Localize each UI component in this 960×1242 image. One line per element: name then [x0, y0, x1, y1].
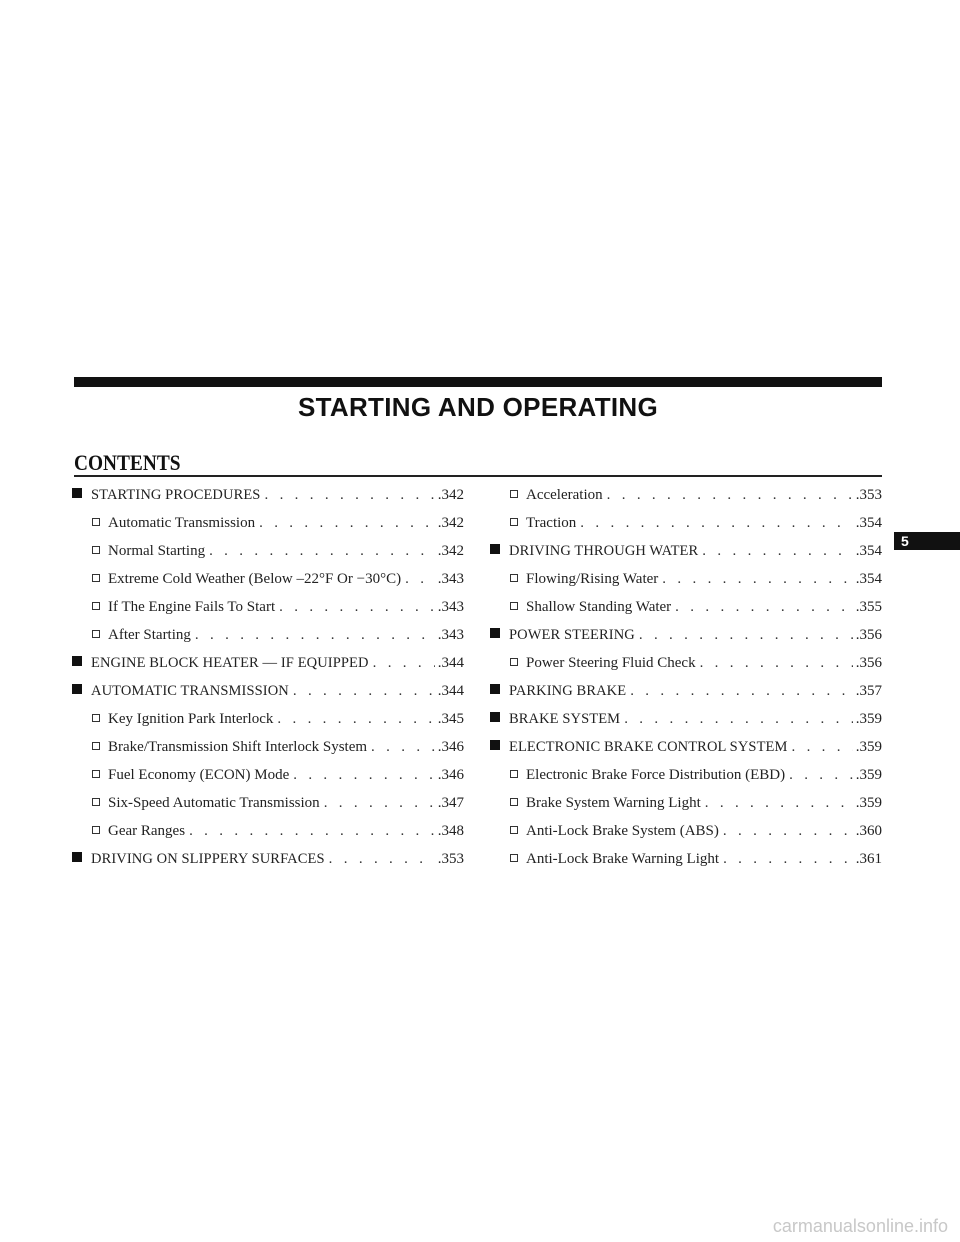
dot-leader [580, 509, 852, 537]
toc-entry-label: BRAKE SYSTEM [509, 711, 621, 727]
hollow-square-bullet-icon [92, 630, 100, 638]
hollow-square-bullet-icon [510, 826, 518, 834]
chapter-number-tab: 5 [894, 532, 960, 550]
dot-leader [607, 481, 853, 509]
dot-leader [293, 761, 435, 789]
hollow-square-bullet-icon [510, 658, 518, 666]
toc-entry-page: .359 [855, 795, 882, 811]
dot-leader [329, 845, 435, 873]
toc-entry-label: Power Steering Fluid Check [526, 655, 696, 671]
toc-entry-page: .347 [437, 795, 464, 811]
toc-entry[interactable] [490, 761, 882, 789]
toc-entry-page: .356 [855, 655, 882, 671]
toc-entry-label: Brake/Transmission Shift Interlock System [108, 739, 368, 755]
dot-leader [279, 593, 435, 621]
hollow-square-bullet-icon [510, 602, 518, 610]
chapter-top-rule [74, 377, 882, 387]
toc-entry[interactable] [490, 537, 882, 565]
dot-leader [209, 537, 435, 565]
dot-leader [705, 789, 853, 817]
toc-entry-page: .359 [855, 711, 882, 727]
toc-entry[interactable] [490, 733, 882, 761]
toc-entry-label: After Starting [108, 627, 191, 643]
dot-leader [662, 565, 852, 593]
toc-entry[interactable] [490, 817, 882, 845]
dot-leader [259, 509, 435, 537]
toc-entry-page: .342 [437, 543, 464, 559]
dot-leader [293, 677, 435, 705]
toc-entry-label: If The Engine Fails To Start [108, 599, 276, 615]
toc-entry-label: ENGINE BLOCK HEATER — IF EQUIPPED [91, 655, 369, 671]
toc-entry-page: .353 [855, 487, 882, 503]
toc-entry-label: Anti-Lock Brake System (ABS) [526, 823, 719, 839]
toc-entry-label: Six-Speed Automatic Transmission [108, 795, 320, 811]
toc-entry-label: Traction [526, 515, 577, 531]
toc-entry[interactable] [72, 733, 464, 761]
toc-entry[interactable] [490, 789, 882, 817]
dot-leader [371, 733, 435, 761]
chapter-title: STARTING AND OPERATING [298, 392, 658, 422]
toc-entry[interactable] [490, 677, 882, 705]
toc-entry-page: .359 [855, 767, 882, 783]
toc-entry-label: Normal Starting [108, 543, 206, 559]
toc-entry-page: .343 [437, 627, 464, 643]
toc-entry[interactable] [490, 565, 882, 593]
hollow-square-bullet-icon [92, 798, 100, 806]
hollow-square-bullet-icon [92, 714, 100, 722]
hollow-square-bullet-icon [92, 574, 100, 582]
toc-entry-page: .355 [855, 599, 882, 615]
toc-entry-page: .344 [437, 683, 464, 699]
contents-heading: CONTENTS [74, 450, 181, 475]
filled-square-bullet-icon [72, 684, 82, 694]
toc-entry-page: .359 [855, 739, 882, 755]
dot-leader [324, 789, 435, 817]
dot-leader [624, 705, 853, 733]
hollow-square-bullet-icon [510, 518, 518, 526]
toc-entry-page: .348 [437, 823, 464, 839]
dot-leader [373, 649, 435, 677]
toc-entry-label: Automatic Transmission [108, 515, 256, 531]
toc-entry[interactable] [72, 509, 464, 537]
toc-entry[interactable] [490, 845, 882, 873]
site-watermark: carmanualsonline.info [772, 1216, 948, 1236]
toc-entry-label: Gear Ranges [108, 823, 186, 839]
dot-leader [630, 677, 853, 705]
toc-entry-label: Flowing/Rising Water [526, 571, 659, 587]
toc-entry[interactable] [72, 565, 464, 593]
toc-column-left [72, 481, 464, 873]
toc-entry-page: .344 [437, 655, 464, 671]
toc-entry-label: POWER STEERING [509, 627, 635, 643]
toc-entry[interactable] [72, 761, 464, 789]
hollow-square-bullet-icon [92, 770, 100, 778]
contents-rule [74, 475, 882, 477]
toc-entry[interactable] [490, 481, 882, 509]
dot-leader [264, 481, 434, 509]
toc-column-right [490, 481, 882, 873]
toc-entry-label: Fuel Economy (ECON) Mode [108, 767, 290, 783]
hollow-square-bullet-icon [510, 490, 518, 498]
dot-leader [723, 845, 853, 873]
toc-entry-page: .345 [437, 711, 464, 727]
toc-entry-label: PARKING BRAKE [509, 683, 627, 699]
filled-square-bullet-icon [72, 488, 82, 498]
toc-entry-page: .346 [437, 767, 464, 783]
toc-entry[interactable] [72, 677, 464, 705]
hollow-square-bullet-icon [510, 574, 518, 582]
hollow-square-bullet-icon [92, 826, 100, 834]
toc-entry-page: .354 [855, 571, 882, 587]
toc-entry[interactable] [72, 789, 464, 817]
toc-entry-label: Extreme Cold Weather (Below –22°F Or −30°C) [108, 571, 402, 587]
dot-leader [277, 705, 434, 733]
toc-entry[interactable] [72, 593, 464, 621]
toc-entry-page: .360 [855, 823, 882, 839]
toc-entry[interactable] [72, 705, 464, 733]
dot-leader [700, 649, 853, 677]
dot-leader [189, 817, 435, 845]
dot-leader [791, 733, 852, 761]
hollow-square-bullet-icon [92, 546, 100, 554]
toc-entry-page: .343 [437, 599, 464, 615]
toc-entry[interactable] [490, 509, 882, 537]
filled-square-bullet-icon [490, 684, 500, 694]
toc-entry[interactable] [72, 817, 464, 845]
toc-entry-page: .353 [437, 851, 464, 867]
toc-entry-page: .357 [855, 683, 882, 699]
toc-entry[interactable] [72, 845, 464, 873]
hollow-square-bullet-icon [92, 742, 100, 750]
toc-entry[interactable] [490, 593, 882, 621]
dot-leader [723, 817, 853, 845]
toc-entry-page: .356 [855, 627, 882, 643]
toc-entry[interactable] [72, 621, 464, 649]
toc-entry[interactable] [490, 621, 882, 649]
toc-entry-page: .354 [855, 515, 882, 531]
hollow-square-bullet-icon [510, 798, 518, 806]
toc-entry[interactable] [490, 705, 882, 733]
toc-entry-page: .342 [437, 515, 464, 531]
filled-square-bullet-icon [490, 544, 500, 554]
toc-entry-label: Electronic Brake Force Distribution (EBD) [526, 767, 786, 783]
dot-leader [675, 593, 853, 621]
toc-entry-label: AUTOMATIC TRANSMISSION [91, 683, 289, 699]
dot-leader [639, 621, 853, 649]
toc-entry-label: DRIVING ON SLIPPERY SURFACES [91, 851, 325, 867]
dot-leader [702, 537, 852, 565]
toc-entry-page: .354 [855, 543, 882, 559]
toc-entry[interactable] [490, 649, 882, 677]
hollow-square-bullet-icon [92, 602, 100, 610]
toc-entry-label: ELECTRONIC BRAKE CONTROL SYSTEM [509, 739, 788, 755]
toc-entry[interactable] [72, 649, 464, 677]
dot-leader [195, 621, 435, 649]
toc-entry-label: Brake System Warning Light [526, 795, 701, 811]
hollow-square-bullet-icon [92, 518, 100, 526]
filled-square-bullet-icon [490, 628, 500, 638]
hollow-square-bullet-icon [510, 770, 518, 778]
filled-square-bullet-icon [490, 740, 500, 750]
toc-entry-label: DRIVING THROUGH WATER [509, 543, 699, 559]
toc-entry-label: Acceleration [526, 487, 603, 503]
toc-entry-page: .346 [437, 739, 464, 755]
toc-entry-page: .361 [855, 851, 882, 867]
dot-leader [789, 761, 853, 789]
hollow-square-bullet-icon [510, 854, 518, 862]
toc-entry-page: .342 [437, 487, 464, 503]
dot-leader [405, 565, 435, 593]
toc-entry-label: Key Ignition Park Interlock [108, 711, 274, 727]
toc-entry-label: Anti-Lock Brake Warning Light [526, 851, 720, 867]
filled-square-bullet-icon [490, 712, 500, 722]
filled-square-bullet-icon [72, 656, 82, 666]
filled-square-bullet-icon [72, 852, 82, 862]
toc-entry-label: Shallow Standing Water [526, 599, 672, 615]
toc-entry[interactable] [72, 537, 464, 565]
toc-entry[interactable] [72, 481, 464, 509]
toc-entry-label: STARTING PROCEDURES [91, 487, 261, 503]
toc-entry-page: .343 [437, 571, 464, 587]
